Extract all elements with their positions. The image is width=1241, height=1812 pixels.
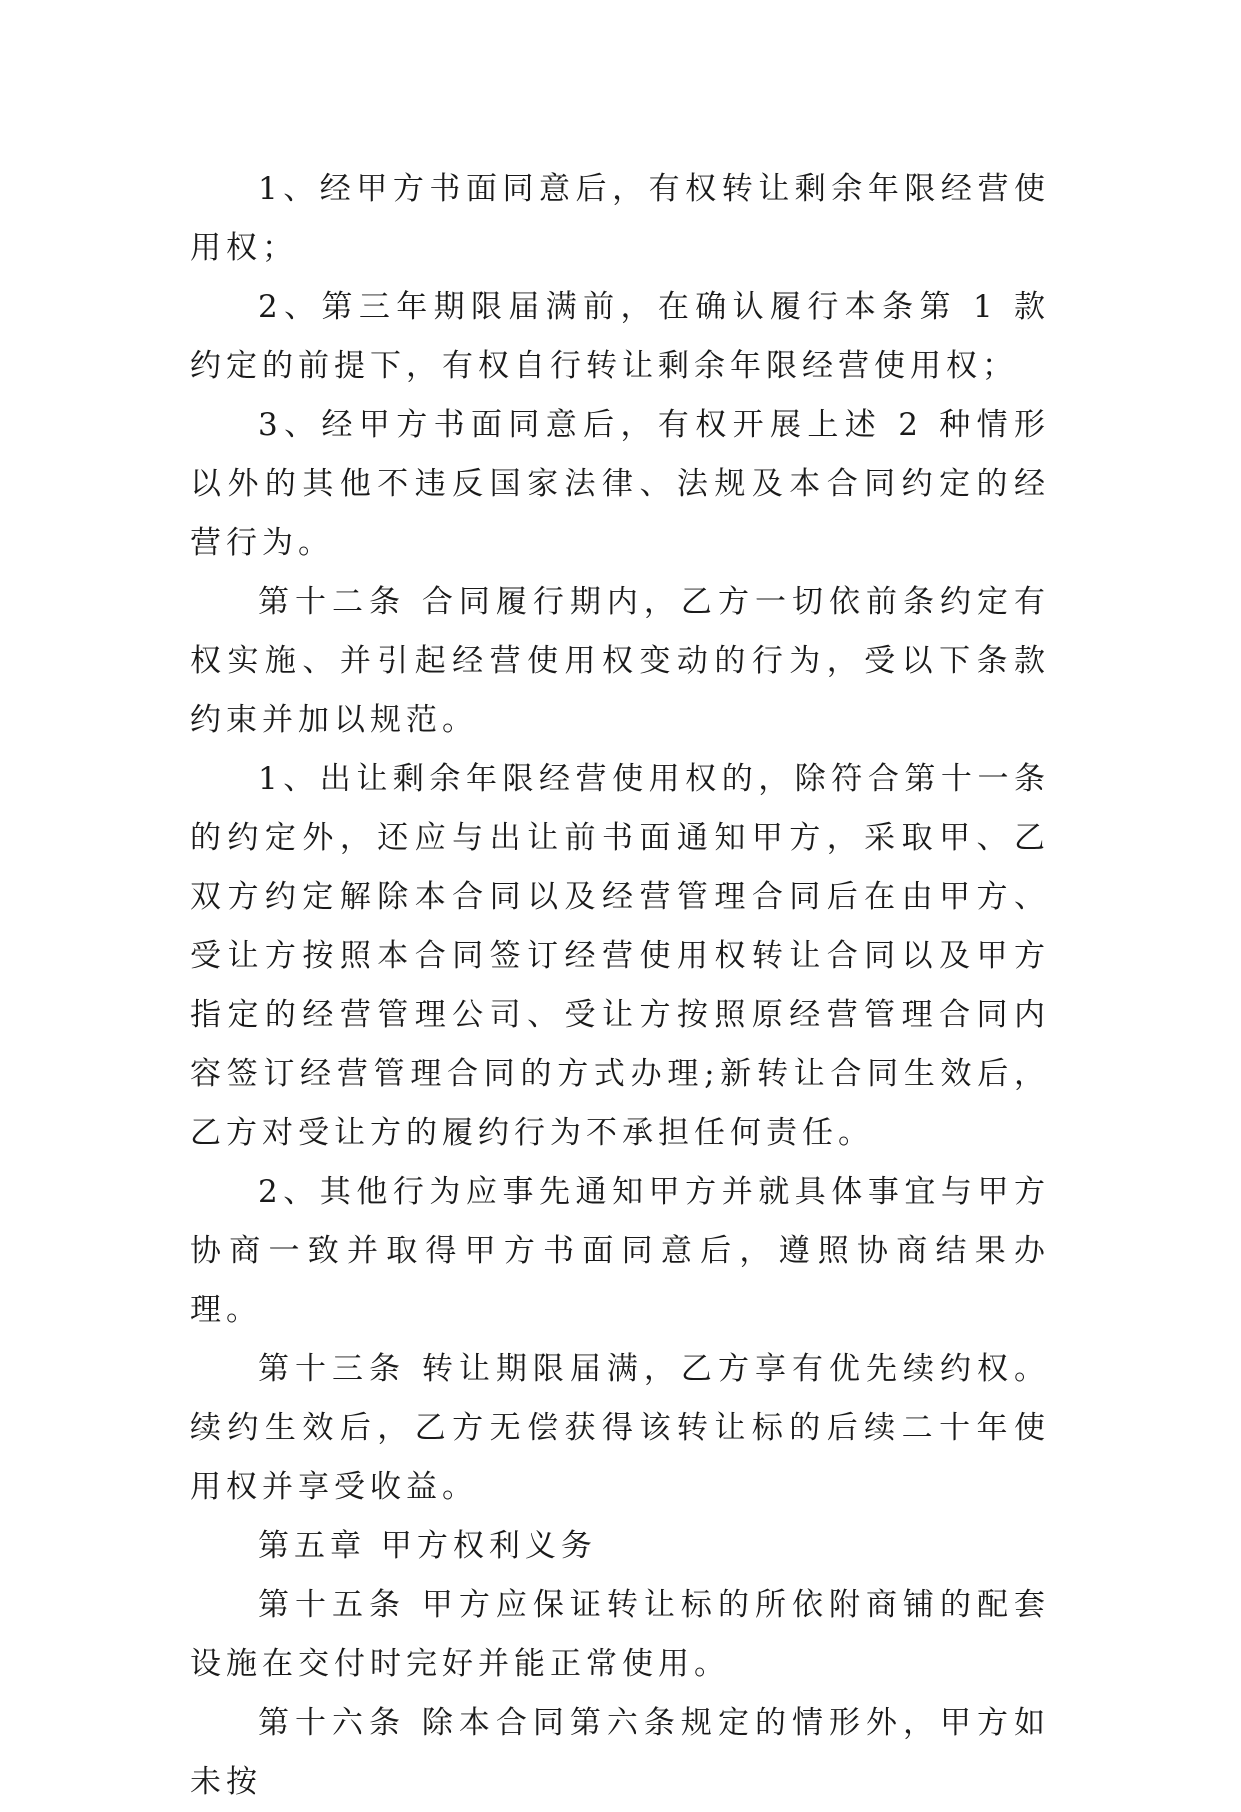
paragraph-5: 1、出让剩余年限经营使用权的，除符合第十一条的约定外，还应与出让前书面通知甲方，采取甲、乙双方约定解除本合同以及经营管理合同后在由甲方、受让方按照本合同签订经营使用权转让合同以及甲方指定的经营管理公司、受让方按照原经营管理合同内容签订经营管理合同的方式办理;新转让合同生效后，乙方对受让方的履约行为不承担任何责任。 bbox=[190, 761, 1050, 1151]
paragraph-2: 2、第三年期限届满前，在确认履行本条第 1 款约定的前提下，有权自行转让剩余年限经营使用权； bbox=[190, 289, 1050, 384]
document-body bbox=[190, 160, 1050, 1812]
article-16-paragraph: 第十六条 除本合同第六条规定的情形外，甲方如未按 bbox=[190, 1705, 1050, 1800]
article-13-paragraph: 第十三条 转让期限届满，乙方享有优先续约权。续约生效后，乙方无偿获得该转让标的后续二十年使用权并享受收益。 bbox=[190, 1351, 1050, 1505]
article-12-paragraph: 第十二条 合同履行期内，乙方一切依前条约定有权实施、并引起经营使用权变动的行为，受以下条款约束并加以规范。 bbox=[190, 584, 1050, 738]
paragraph-6: 2、其他行为应事先通知甲方并就具体事宜与甲方协商一致并取得甲方书面同意后，遵照协商结果办理。 bbox=[190, 1174, 1050, 1328]
paragraph-1: 1、经甲方书面同意后，有权转让剩余年限经营使用权； bbox=[190, 171, 1050, 266]
paragraph-3: 3、经甲方书面同意后，有权开展上述 2 种情形以外的其他不违反国家法律、法规及本合同约定的经营行为。 bbox=[190, 407, 1050, 561]
article-15-paragraph: 第十五条 甲方应保证转让标的所依附商铺的配套设施在交付时完好并能正常使用。 bbox=[190, 1587, 1050, 1682]
chapter-5-heading: 第五章 甲方权利义务 bbox=[258, 1528, 597, 1564]
